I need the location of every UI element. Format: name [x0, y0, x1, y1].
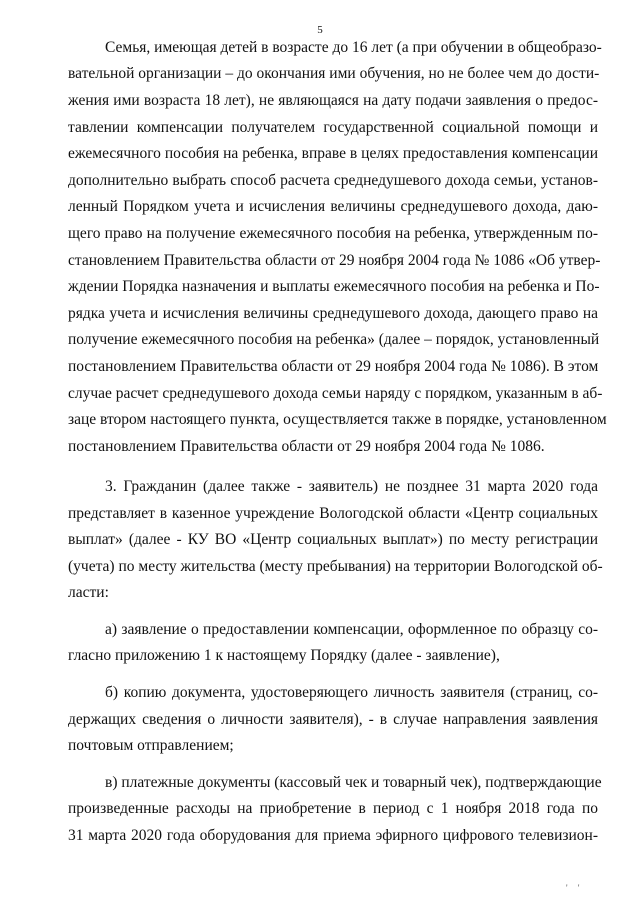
text-line: в) платежные документы (кассовый чек и товарный чек), подтверждающие — [105, 774, 602, 791]
text-line: (учета) по месту жительства (месту пребывания) на территории Вологодской об- — [68, 558, 603, 575]
text-line: выплат» (далее - КУ ВО «Центр социальных выплат») по месту регистрации — [68, 531, 598, 548]
text-line: гласно приложению 1 к настоящему Порядку (далее - заявление), — [68, 647, 500, 664]
text-line: получение ежемесячного пособия на ребенка» (далее – порядок, установленный — [68, 331, 600, 348]
text-line: вательной организации – до окончания ими обучения, но не более чем до дости- — [68, 65, 600, 82]
text-line: 31 марта 2020 года оборудования для приема эфирного цифрового телевизион- — [68, 827, 598, 844]
text-line: ленный Порядком учета и исчисления величины среднедушевого дохода, даю- — [68, 198, 598, 215]
text-line: постановлением Правительства области от 29 ноября 2004 года № 1086). В этом — [68, 358, 599, 375]
text-line: ежемесячного пособия на ребенка, вправе в целях предоставления компенсации — [68, 145, 598, 162]
text-line: щего право на получение ежемесячного пособия на ребенка, утвержденным по- — [68, 225, 598, 242]
text-line: а) заявление о предоставлении компенсации, оформленное по образцу со- — [105, 621, 598, 638]
text-line: б) копию документа, удостоверяющего личность заявителя (страниц, со- — [105, 684, 598, 701]
text-line: ждении Порядка назначения и выплаты ежемесячного пособия на ребенка и По- — [68, 278, 600, 295]
text-line: жения ими возраста 18 лет), не являющаяся на дату подачи заявления о предос- — [68, 92, 598, 109]
text-line: почтовым отправлением; — [68, 737, 234, 754]
text-line: дополнительно выбрать способ расчета среднедушевого дохода семьи, установ- — [68, 172, 598, 189]
text-line: произведенные расходы на приобретение в период с 1 ноября 2018 года по — [68, 800, 598, 817]
text-line: ласти: — [68, 584, 109, 601]
page-number: 5 — [317, 24, 323, 36]
text-line: постановлением Правительства области от 29 ноября 2004 года № 1086. — [68, 438, 545, 455]
text-line: держащих сведения о личности заявителя), - в случае направления заявления — [68, 711, 598, 728]
text-line: представляет в казенное учреждение Вологодской области «Центр социальных — [68, 505, 598, 522]
text-line: 3. Гражданин (далее также - заявитель) не позднее 31 марта 2020 года — [105, 478, 598, 495]
text-line: рядка учета и исчисления величины среднедушевого дохода, дающего право на — [68, 305, 598, 322]
text-line: тавлении компенсации получателем государственной социальной помощи и — [68, 119, 598, 136]
text-line: случае расчет среднедушевого дохода семьи наряду с порядком, указанным в аб- — [68, 385, 603, 402]
text-line: становлением Правительства области от 29 ноября 2004 года № 1086 «Об утвер- — [68, 252, 601, 269]
text-line: заце втором настоящего пункта, осуществляется также в порядке, установленном — [68, 411, 607, 428]
text-line: Семья, имеющая детей в возрасте до 16 лет (а при обучении в общеобразо- — [105, 39, 602, 56]
footer-marks: ' ' — [566, 883, 584, 893]
